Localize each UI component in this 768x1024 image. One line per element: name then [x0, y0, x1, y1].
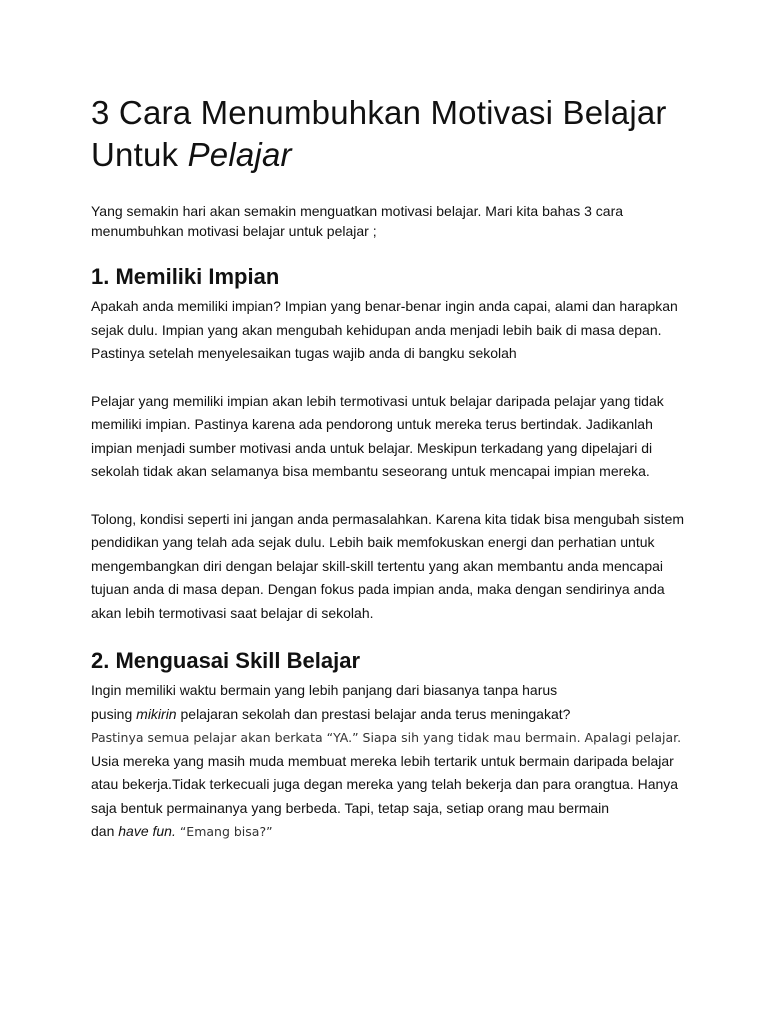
section1-paragraph-1: Apakah anda memiliki impian? Impian yang benar-benar ingin anda capai, alami dan harapkan sejak dulu. Impian yang akan mengubah kehidupan anda menjadi lebih baik di masa depan. Pastinya setelah menyelesaikan tugas wajib anda di bangku sekolah	[91, 298, 678, 361]
section2-paragraph	[91, 679, 691, 844]
section2-line-1: Ingin memiliki waktu bermain yang lebih panjang dari biasanya tanpa harus	[91, 682, 558, 698]
document-page	[91, 92, 691, 844]
section2-line-2-end: pelajaran sekolah dan prestasi belajar anda terus meningakat?	[176, 705, 571, 722]
title-italic: Pelajar	[187, 136, 292, 173]
intro-paragraph: Yang semakin hari akan semakin menguatkan motivasi belajar. Mari kita bahas 3 cara menumbuhkan motivasi belajar untuk pelajar ;	[91, 203, 624, 239]
section2-heading: 2. Menguasai Skill Belajar	[91, 648, 361, 673]
document-title	[91, 92, 691, 176]
section1-paragraph-3: Tolong, kondisi seperti ini jangan anda permasalahkan. Karena kita tidak bisa mengubah sistem pendidikan yang telah ada sejak dulu. Lebih baik memfokuskan energi dan perhatian untuk mengembangkan diri dengan belajar skill-skill tertentu yang akan membantu anda mencapai tujuan anda di masa depan. Dengan fokus pada impian anda, maka dengan sendirinya anda akan lebih termotivasi saat belajar di sekolah.	[91, 510, 685, 621]
section1-heading: 1. Memiliki Impian	[91, 264, 280, 289]
section2-last-start: dan	[91, 823, 119, 839]
section2-last-italic: have fun.	[118, 823, 176, 839]
section1-paragraph-2: Pelajar yang memiliki impian akan lebih termotivasi untuk belajar daripada pelajar yang tidak memiliki impian. Pastinya karena ada pendorong untuk mereka terus bertindak. Jadikanlah impian menjadi sumber motivasi anda untuk belajar. Meskipun terkadang yang dipelajari di sekolah tidak akan selamanya bisa membantu seseorang untuk mencapai impian mereka.	[91, 392, 664, 479]
section2-line-2-start: pusing	[91, 705, 137, 722]
section2-last-end: “Emang bisa?”	[175, 824, 273, 839]
title-main: 3 Cara Menumbuhkan Motivasi Belajar Untuk	[91, 94, 667, 173]
section2-line-3: Pastinya semua pelajar akan berkata “YA.” Siapa sih yang tidak mau bermain. Apalagi pelajar.	[91, 730, 682, 745]
section2-line-2-italic: mikirin	[136, 705, 177, 722]
section2-rest: Usia mereka yang masih muda membuat mereka lebih tertarik untuk bermain daripada belajar atau bekerja.Tidak terkecuali juga degan mereka yang telah bekerja dan para orangtua. Hanya saja bentuk permainanya yang berbeda. Tapi, tetap saja, setiap orang mau bermain	[91, 752, 679, 816]
